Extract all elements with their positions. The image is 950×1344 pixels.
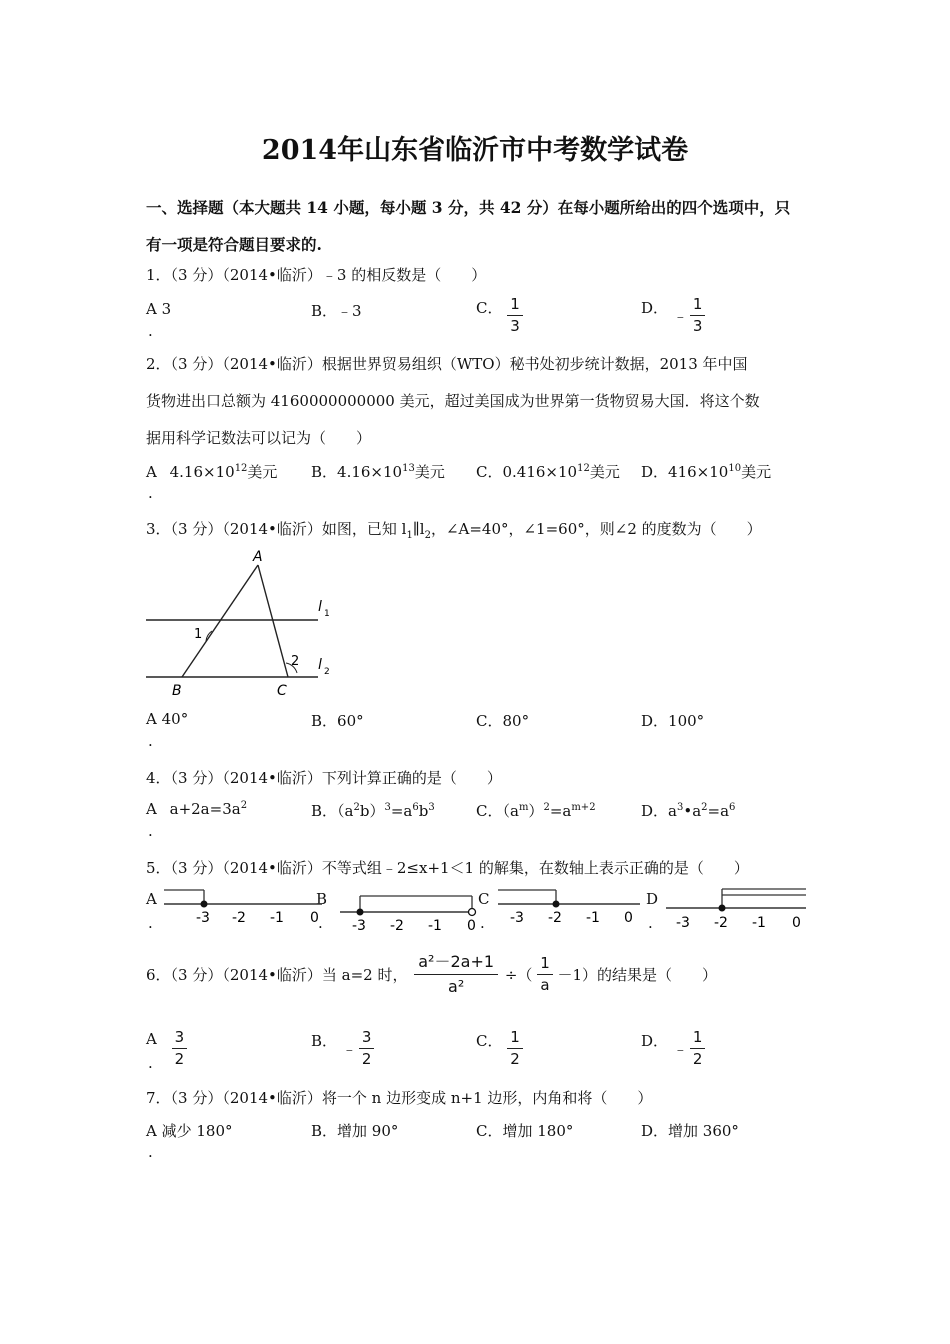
q5-option-b-dot: . — [318, 914, 323, 932]
fraction-numerator: 1 — [507, 1030, 523, 1049]
q2-option-a-unit: 美元 — [247, 463, 278, 481]
fraction-denominator: 3 — [692, 317, 703, 335]
q3-triangle-figure — [140, 545, 340, 705]
tick-label: -1 — [270, 910, 284, 926]
tick-label: -2 — [714, 915, 728, 931]
line-l2-subscript: 2 — [324, 667, 330, 677]
q2-option-d-unit: 美元 — [741, 463, 772, 481]
q1-stem: 1．（3 分）（2014•临沂）﹣3 的相反数是（ ） — [146, 266, 487, 284]
section-header-line1: 一、选择题（本大题共 14 小题，每小题 3 分，共 42 分）在每小题所给出的四个选项中，只 — [146, 198, 791, 217]
fraction-denominator: 2 — [692, 1050, 703, 1068]
q5-option-a-dot: . — [148, 914, 153, 932]
q6-stem-pre: 6．（3 分）（2014•临沂）当 a=2 时， — [146, 966, 408, 984]
q2-option-a-exponent: 12 — [234, 463, 248, 474]
minus-sign: ﹣ — [672, 1040, 688, 1058]
q4-option-b-label: B． — [311, 802, 338, 820]
q4-option-b-exp2: 3 — [384, 802, 391, 813]
closed-point — [719, 905, 726, 912]
closed-point — [357, 909, 364, 916]
q2-option-b-unit: 美元 — [414, 463, 445, 481]
q2-option-a-dot: . — [148, 484, 153, 502]
q3-option-a-dot: . — [148, 732, 153, 750]
q1-option-c — [476, 297, 523, 334]
q6-option-b — [311, 1030, 374, 1067]
vertex-c-label: C — [277, 683, 287, 699]
q3-stem-pre: 3．（3 分）（2014•临沂）如图，已知 l — [146, 520, 407, 538]
closed-point — [201, 901, 208, 908]
q5-number-line-d — [662, 884, 810, 934]
angle2-label: 2 — [291, 654, 300, 669]
segment-ac — [258, 565, 288, 677]
q5-option-a-label: A — [146, 890, 157, 908]
fraction-numerator: 1 — [690, 297, 706, 316]
fraction-numerator: 1 — [537, 956, 553, 975]
q7-stem: 7．（3 分）（2014•临沂）将一个 n 边形变成 n+1 边形，内角和将（ ） — [146, 1089, 653, 1107]
minus-sign: ﹣ — [341, 1040, 357, 1058]
tick-label: -1 — [752, 915, 766, 931]
q6-option-c-label: C． — [476, 1032, 503, 1050]
q4-option-d-exp3: 6 — [729, 802, 736, 813]
q4-option-a-dot: . — [148, 822, 153, 840]
q5-number-line-a — [160, 884, 330, 934]
fraction-denominator: 2 — [361, 1050, 372, 1068]
q4-option-c-label: C． — [476, 802, 503, 820]
q4-option-d-part2: •a — [683, 802, 702, 820]
q4-option-d-exp2: 2 — [701, 802, 708, 813]
tick-label: -2 — [390, 918, 404, 934]
q7-option-d: D．增加 360° — [641, 1122, 739, 1140]
q6-divide: ÷（ — [504, 966, 533, 984]
q2-option-d-label: D． — [641, 463, 669, 481]
q4-option-b-part3: =a — [390, 802, 413, 820]
q3-option-c: C．80° — [476, 712, 530, 730]
q4-option-b — [311, 800, 435, 821]
q2-option-b — [311, 461, 445, 482]
q5-number-line-c — [494, 884, 644, 934]
fraction-denominator: 3 — [510, 317, 520, 335]
q6-option-a-label: A — [146, 1030, 157, 1048]
q2-option-c-base: 0.416×10 — [502, 463, 578, 481]
q4-option-c-exp1: m — [518, 802, 529, 813]
q6-inner-fraction — [537, 956, 553, 993]
q3-option-d: D．100° — [641, 712, 705, 730]
q4-option-b-exp1: 2 — [353, 802, 360, 813]
fraction-numerator: 3 — [172, 1030, 188, 1049]
q4-option-a-label: A — [146, 800, 157, 818]
q1-option-a: A 3 — [146, 300, 172, 318]
q2-option-c-label: C． — [476, 463, 503, 481]
q2-option-a-base: 4.16×10 — [169, 463, 235, 481]
q2-stem-line1: 2．（3 分）（2014•临沂）根据世界贸易组织（WTO）秘书处初步统计数据，2013 年中国 — [146, 355, 748, 373]
tick-label: 0 — [467, 918, 476, 934]
q5-number-line-b — [336, 884, 484, 934]
tick-label: -3 — [352, 918, 366, 934]
q1-option-d-label: D． — [641, 299, 669, 317]
line-l1-subscript: 1 — [324, 609, 330, 619]
q3-stem — [146, 518, 762, 539]
tick-label: 0 — [624, 910, 633, 926]
tick-label: -1 — [586, 910, 600, 926]
q2-option-a-label: A — [146, 463, 157, 481]
fraction-numerator: 1 — [690, 1030, 706, 1049]
q4-option-c — [476, 800, 596, 821]
q6-stem-post: －1）的结果是（ ） — [557, 966, 718, 984]
q2-option-d-exponent: 10 — [728, 463, 742, 474]
q6-option-d-fraction — [690, 1030, 706, 1067]
q2-option-a — [146, 461, 277, 482]
q2-option-c — [476, 461, 620, 482]
tick-label: -3 — [196, 910, 210, 926]
tick-label: -2 — [548, 910, 562, 926]
tick-label: -3 — [510, 910, 524, 926]
q4-option-c-exp2: 2 — [543, 802, 550, 813]
q7-option-c: C．增加 180° — [476, 1122, 574, 1140]
q4-option-c-part1: （a — [502, 802, 519, 820]
q2-option-d — [641, 461, 771, 482]
q5-stem: 5．（3 分）（2014•临沂）不等式组﹣2≤x+1＜1 的解集，在数轴上表示正确的是（ ） — [146, 859, 749, 877]
angle1-label: 1 — [194, 627, 203, 642]
closed-point — [553, 901, 560, 908]
q5-option-b-label: B — [316, 890, 328, 908]
section-header-line2: 有一项是符合题目要求的. — [146, 235, 322, 254]
q5-option-d-label: D — [646, 890, 659, 908]
q4-option-b-part4: b — [418, 802, 429, 820]
q6-option-d-label: D． — [641, 1032, 669, 1050]
q4-option-b-part2: b） — [359, 802, 385, 820]
tick-label: 0 — [310, 910, 319, 926]
q1-option-c-label: C． — [476, 299, 503, 317]
q4-stem: 4．（3 分）（2014•临沂）下列计算正确的是（ ） — [146, 769, 502, 787]
q5-option-c-dot: . — [480, 914, 485, 932]
fraction-numerator: a²－2a+1 — [414, 954, 498, 975]
segment-ab — [182, 565, 258, 677]
q1-option-c-fraction — [507, 297, 523, 334]
q6-option-a-dot: . — [148, 1054, 153, 1072]
q1-option-b: B．﹣3 — [311, 302, 362, 320]
fraction-denominator: 2 — [174, 1050, 185, 1068]
page-title: 2014年山东省临沂市中考数学试卷 — [261, 135, 689, 166]
q2-option-b-exponent: 13 — [402, 463, 415, 474]
q7-option-a: A 减少 180° — [146, 1122, 233, 1140]
q3-stem-sub2: 2 — [424, 530, 431, 541]
line-l2-label: l — [318, 657, 322, 673]
q2-option-b-label: B． — [311, 463, 338, 481]
q6-main-fraction — [414, 954, 498, 995]
q6-option-c — [476, 1030, 523, 1067]
q3-stem-post: ，∠A=40°，∠1=60°，则∠2 的度数为（ ） — [430, 520, 762, 538]
q7-option-b: B．增加 90° — [311, 1122, 399, 1140]
tick-label: -2 — [232, 910, 246, 926]
q6-option-d — [641, 1030, 705, 1067]
q1-option-d-fraction — [690, 297, 706, 334]
tick-label: -3 — [676, 915, 690, 931]
tick-label: -1 — [428, 918, 442, 934]
q4-option-a-exp: 2 — [240, 800, 248, 811]
q4-option-b-exp4: 3 — [428, 802, 435, 813]
q1-option-d — [641, 297, 705, 334]
q4-option-d — [641, 800, 735, 821]
line-l1-label: l — [318, 599, 322, 615]
q6-stem — [146, 954, 717, 995]
q6-option-c-fraction — [507, 1030, 523, 1067]
q3-stem-sub1: 1 — [406, 530, 413, 541]
q2-option-c-exponent: 12 — [577, 463, 590, 474]
q4-option-b-exp3: 6 — [412, 802, 419, 813]
q4-option-b-part1: （a — [337, 802, 354, 820]
q4-option-d-part3: =a — [707, 802, 730, 820]
fraction-denominator: a² — [448, 977, 465, 996]
q2-option-b-base: 4.16×10 — [337, 463, 403, 481]
q2-stem-line2: 货物进出口总额为 4160000000000 美元，超过美国成为世界第一货物贸易大国．将这个数 — [146, 392, 760, 410]
fraction-denominator: 2 — [510, 1050, 520, 1068]
q2-option-d-base: 416×10 — [668, 463, 729, 481]
q3-option-b: B．60° — [311, 712, 364, 730]
q2-option-c-unit: 美元 — [589, 463, 620, 481]
q4-option-c-part3: =a — [549, 802, 572, 820]
q4-option-a-expr: a+2a=3a — [169, 800, 241, 818]
fraction-numerator: 1 — [507, 297, 523, 316]
q6-option-b-label: B． — [311, 1032, 338, 1050]
q3-stem-parallel: ∥l — [412, 520, 425, 538]
vertex-a-label: A — [253, 549, 263, 565]
q4-option-d-exp1: 3 — [676, 802, 684, 813]
q4-option-a — [146, 800, 247, 818]
vertex-b-label: B — [172, 683, 182, 699]
q3-option-a: A 40° — [146, 710, 189, 728]
q5-option-c-label: C — [478, 890, 490, 908]
q7-option-a-dot: . — [148, 1143, 153, 1161]
fraction-numerator: 3 — [359, 1030, 375, 1049]
q4-option-c-exp3: m+2 — [571, 802, 596, 813]
q4-option-d-part1: a — [668, 802, 677, 820]
q4-option-c-part2: ） — [528, 802, 544, 820]
open-point — [469, 909, 476, 916]
q4-option-d-label: D． — [641, 802, 669, 820]
minus-sign: ﹣ — [672, 307, 688, 325]
q1-option-a-dot: . — [148, 322, 153, 340]
tick-label: 0 — [792, 915, 801, 931]
fraction-denominator: a — [540, 976, 550, 994]
q6-option-a-fraction — [172, 1030, 188, 1067]
q6-option-b-fraction — [359, 1030, 375, 1067]
q2-stem-line3: 据用科学记数法可以记为（ ） — [146, 429, 372, 447]
q5-option-d-dot: . — [648, 914, 653, 932]
